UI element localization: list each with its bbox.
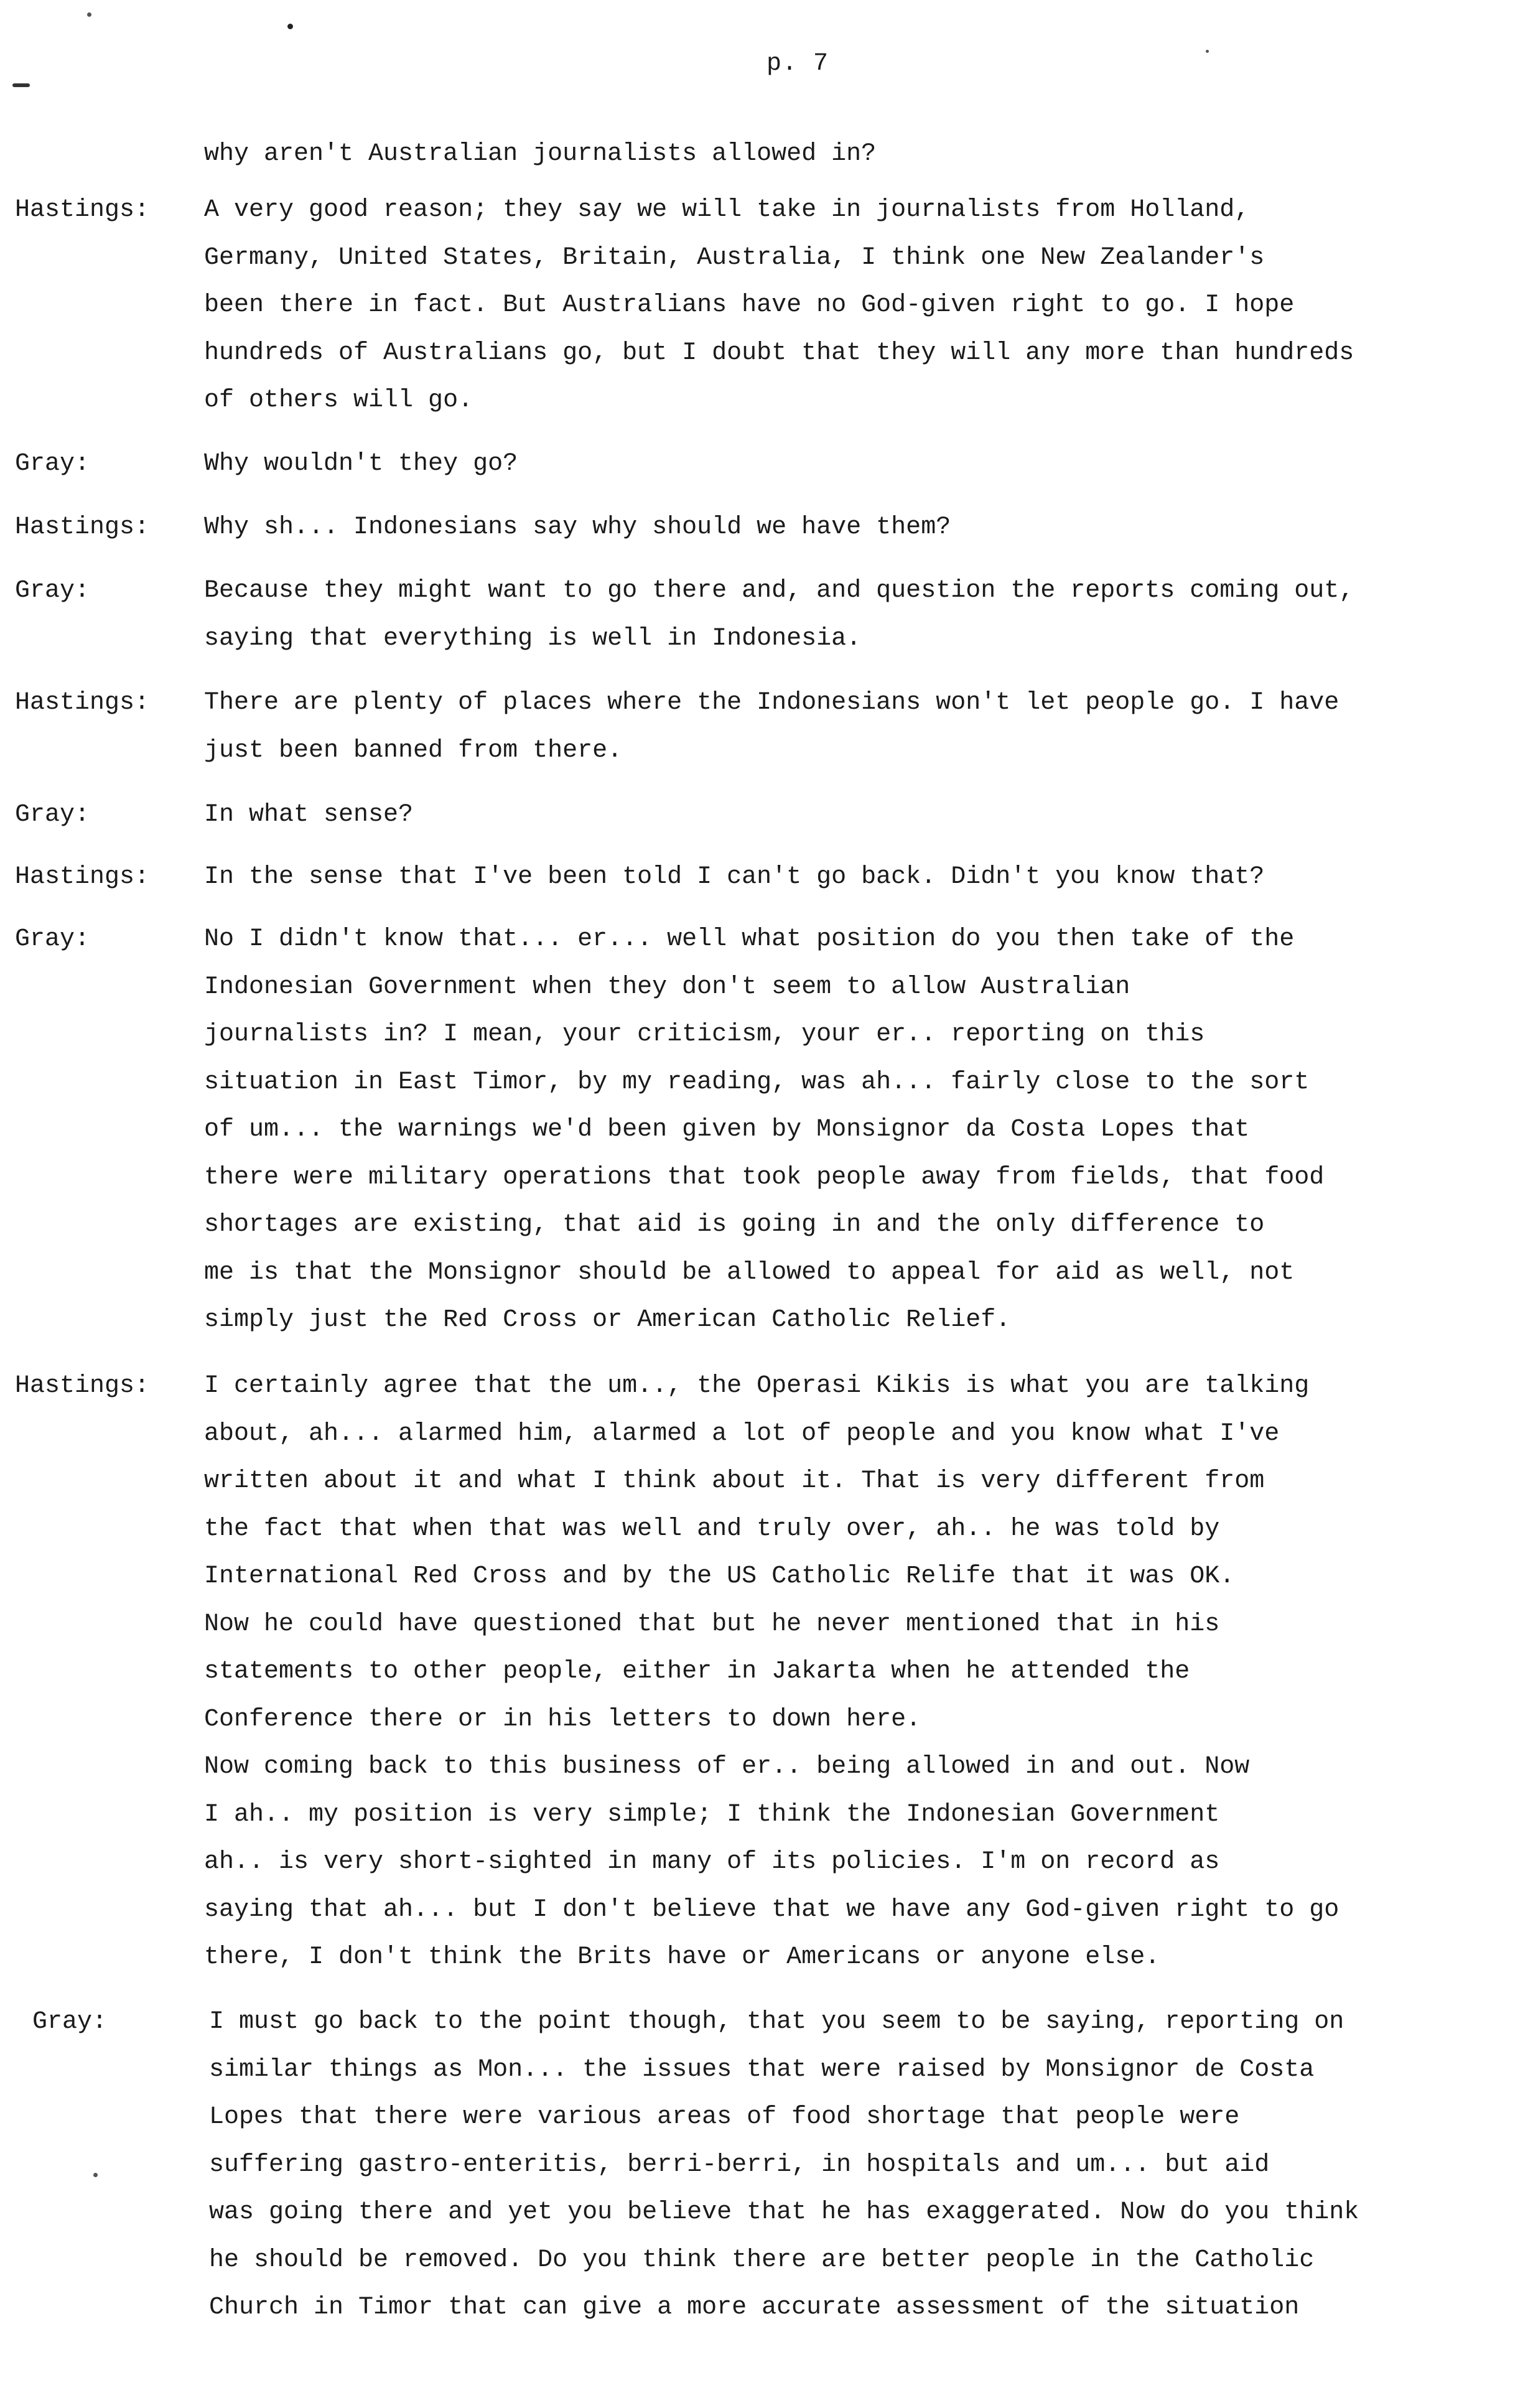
speech-line: I must go back to the point though, that you seem to be saying, reporting on bbox=[209, 2008, 1344, 2036]
speech-line: similar things as Mon... the issues that were raised by Monsignor de Costa bbox=[209, 2055, 1315, 2084]
speech-line: There are plenty of places where the Indonesians won't let people go. I have bbox=[204, 689, 1340, 717]
speech-line: journalists in? I mean, your criticism, your er.. reporting on this bbox=[204, 1020, 1205, 1048]
speaker-label: Hastings: bbox=[15, 513, 150, 541]
speech-line: Conference there or in his letters to down here. bbox=[204, 1705, 921, 1734]
speech-line: situation in East Timor, by my reading, was ah... fairly close to the sort bbox=[204, 1068, 1310, 1096]
speech-line: suffering gastro-enteritis, berri-berri, in hospitals and um... but aid bbox=[209, 2150, 1270, 2179]
speech-line: statements to other people, either in Jakarta when he attended the bbox=[204, 1658, 1190, 1686]
speech-line: he should be removed. Do you think there are better people in the Catholic bbox=[209, 2246, 1315, 2274]
speech-text bbox=[204, 1363, 1467, 1982]
speech-text bbox=[209, 1999, 1472, 2332]
speech-line: me is that the Monsignor should be allowed to appeal for aid as well, not bbox=[204, 1258, 1295, 1287]
scan-speck bbox=[87, 12, 91, 17]
speech-line: about, ah... alarmed him, alarmed a lot of people and you know what I've bbox=[204, 1419, 1280, 1448]
speech-text bbox=[204, 854, 1467, 902]
speaker-label: Hastings: bbox=[15, 689, 150, 717]
speech-line: Indonesian Government when they don't seem to allow Australian bbox=[204, 973, 1130, 1001]
speech-line: Lopes that there were various areas of food shortage that people were bbox=[209, 2103, 1240, 2131]
speaker-label: Hastings: bbox=[15, 196, 150, 224]
speech-text bbox=[204, 504, 1467, 552]
speech-text bbox=[204, 567, 1467, 663]
speech-line: Why wouldn't they go? bbox=[204, 450, 518, 478]
speech-line: No I didn't know that... er... well what position do you then take of the bbox=[204, 925, 1295, 953]
speech-line: In the sense that I've been told I can't go back. Didn't you know that? bbox=[204, 863, 1265, 891]
page-number: p. 7 bbox=[766, 50, 829, 78]
scan-speck bbox=[1206, 50, 1209, 53]
speech-line: Now coming back to this business of er.. being allowed in and out. Now bbox=[204, 1753, 1250, 1781]
speech-line: ah.. is very short-sighted in many of its policies. I'm on record as bbox=[204, 1848, 1220, 1876]
speaker-label: Hastings: bbox=[15, 1372, 150, 1400]
scan-speck bbox=[93, 2173, 98, 2177]
speech-line: Because they might want to go there and, and question the reports coming out, bbox=[204, 577, 1354, 605]
speech-line: there, I don't think the Brits have or Americans or anyone else. bbox=[204, 1943, 1160, 1971]
speech-line: Church in Timor that can give a more accurate assessment of the situation bbox=[209, 2294, 1300, 2322]
speaker-label: Gray: bbox=[15, 577, 90, 605]
speech-line: was going there and yet you believe that he has exaggerated. Now do you think bbox=[209, 2198, 1359, 2226]
speech-line: the fact that when that was well and truly over, ah.. he was told by bbox=[204, 1514, 1220, 1543]
speaker-label: Gray: bbox=[32, 2008, 108, 2036]
speech-text bbox=[204, 916, 1467, 1345]
speech-line: of others will go. bbox=[204, 386, 473, 414]
speaker-label: Hastings: bbox=[15, 863, 150, 891]
speech-line: Germany, United States, Britain, Australia, I think one New Zealander's bbox=[204, 243, 1265, 272]
speech-line: written about it and what I think about it. That is very different from bbox=[204, 1467, 1265, 1495]
speech-line: In what sense? bbox=[204, 801, 414, 829]
speech-line: A very good reason; they say we will take in journalists from Holland, bbox=[204, 196, 1250, 224]
speech-line: I certainly agree that the um.., the Operasi Kikis is what you are talking bbox=[204, 1372, 1310, 1400]
scan-speck bbox=[287, 24, 293, 29]
speech-text bbox=[204, 187, 1467, 425]
speech-text bbox=[204, 441, 1467, 488]
speech-line: just been banned from there. bbox=[204, 736, 623, 765]
speech-line: shortages are existing, that aid is going in and the only difference to bbox=[204, 1211, 1265, 1239]
speaker-label: Gray: bbox=[15, 925, 90, 953]
continued-question-line: why aren't Australian journalists allowed in? bbox=[204, 140, 877, 168]
speech-line: been there in fact. But Australians have no God-given right to go. I hope bbox=[204, 291, 1295, 319]
speech-text bbox=[204, 679, 1467, 775]
speech-line: saying that ah... but I don't believe that we have any God-given right to go bbox=[204, 1895, 1340, 1924]
speech-line: Why sh... Indonesians say why should we have them? bbox=[204, 513, 951, 541]
speaker-label: Gray: bbox=[15, 801, 90, 829]
speech-line: there were military operations that took people away from fields, that food bbox=[204, 1163, 1325, 1192]
speaker-label: Gray: bbox=[15, 450, 90, 478]
speech-line: simply just the Red Cross or American Catholic Relief. bbox=[204, 1306, 1011, 1334]
speech-text bbox=[204, 791, 1467, 839]
speech-line: Now he could have questioned that but he never mentioned that in his bbox=[204, 1610, 1220, 1638]
speech-line: saying that everything is well in Indonesia. bbox=[204, 624, 862, 653]
speech-line: hundreds of Australians go, but I doubt that they will any more than hundreds bbox=[204, 338, 1354, 367]
speech-line: I ah.. my position is very simple; I think the Indonesian Government bbox=[204, 1800, 1220, 1829]
speech-line: of um... the warnings we'd been given by Monsignor da Costa Lopes that bbox=[204, 1116, 1250, 1144]
scan-speck bbox=[12, 83, 30, 87]
speech-line: International Red Cross and by the US Catholic Relife that it was OK. bbox=[204, 1562, 1235, 1590]
